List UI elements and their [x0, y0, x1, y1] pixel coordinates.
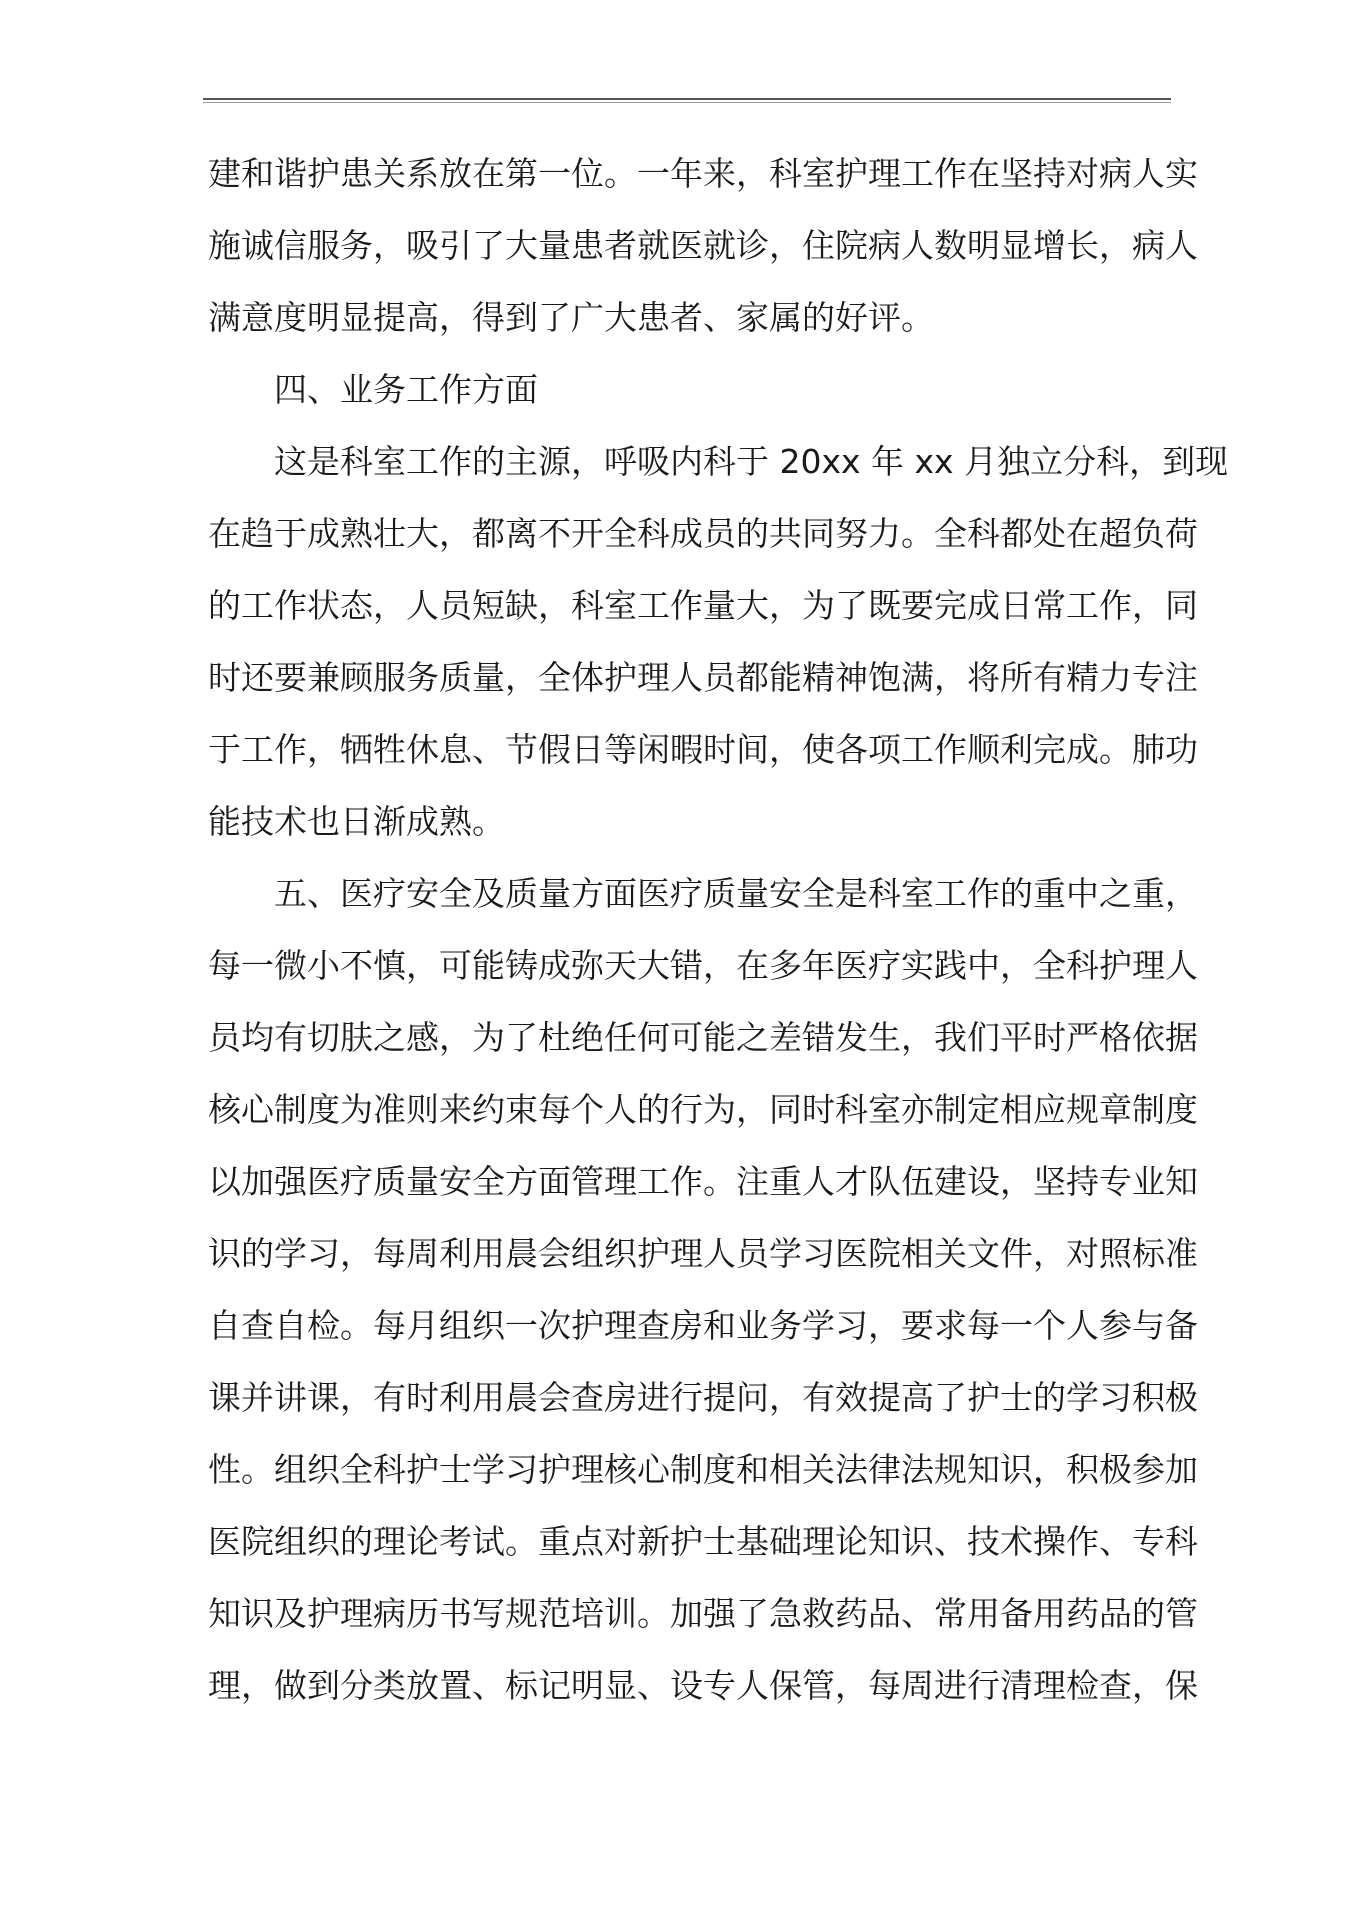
text-line: 核心制度为准则来约束每个人的行为，同时科室亦制定相应规章制度	[208, 1090, 1198, 1129]
text-line: 满意度明显提高，得到了广大患者、家属的好评。	[208, 298, 934, 337]
text-line: 建和谐护患关系放在第一位。一年来，科室护理工作在坚持对病人实	[208, 154, 1198, 193]
text-line: 于工作，牺牲休息、节假日等闲暇时间，使各项工作顺利完成。肺功	[208, 730, 1198, 769]
text-line: 性。组织全科护士学习护理核心制度和相关法律法规知识，积极参加	[208, 1450, 1198, 1489]
text-line: 员均有切肤之感，为了杜绝任何可能之差错发生，我们平时严格依据	[208, 1018, 1198, 1057]
text-line: 时还要兼顾服务质量，全体护理人员都能精神饱满，将所有精力专注	[208, 658, 1198, 697]
text-line: 课并讲课，有时利用晨会查房进行提问，有效提高了护士的学习积极	[208, 1378, 1198, 1417]
text-line: 的工作状态，人员短缺，科室工作量大，为了既要完成日常工作，同	[208, 586, 1198, 625]
text-line: 四、业务工作方面	[274, 370, 538, 409]
text-line: 能技术也日渐成熟。	[208, 802, 505, 841]
header-rule-thin	[203, 102, 1171, 103]
text-line: 知识及护理病历书写规范培训。加强了急救药品、常用备用药品的管	[208, 1594, 1198, 1633]
text-line: 施诚信服务，吸引了大量患者就医就诊，住院病人数明显增长，病人	[208, 226, 1198, 265]
text-line: 医院组织的理论考试。重点对新护士基础理论知识、技术操作、专科	[208, 1522, 1198, 1561]
text-line: 每一微小不慎，可能铸成弥天大错，在多年医疗实践中，全科护理人	[208, 946, 1198, 985]
text-line: 以加强医疗质量安全方面管理工作。注重人才队伍建设，坚持专业知	[208, 1162, 1198, 1201]
text-line: 识的学习，每周利用晨会组织护理人员学习医院相关文件，对照标准	[208, 1234, 1198, 1273]
header-rule	[203, 98, 1171, 100]
text-line: 五、医疗安全及质量方面医疗质量安全是科室工作的重中之重，	[274, 874, 1198, 913]
document-body	[208, 138, 1229, 1722]
text-line: 自查自检。每月组织一次护理查房和业务学习，要求每一个人参与备	[208, 1306, 1198, 1345]
text-line: 理，做到分类放置、标记明显、设专人保管，每周进行清理检查，保	[208, 1666, 1198, 1705]
text-line: 在趋于成熟壮大，都离不开全科成员的共同努力。全科都处在超负荷	[208, 514, 1198, 553]
text-line: 这是科室工作的主源，呼吸内科于 20xx 年 xx 月独立分科，到现	[274, 442, 1229, 481]
